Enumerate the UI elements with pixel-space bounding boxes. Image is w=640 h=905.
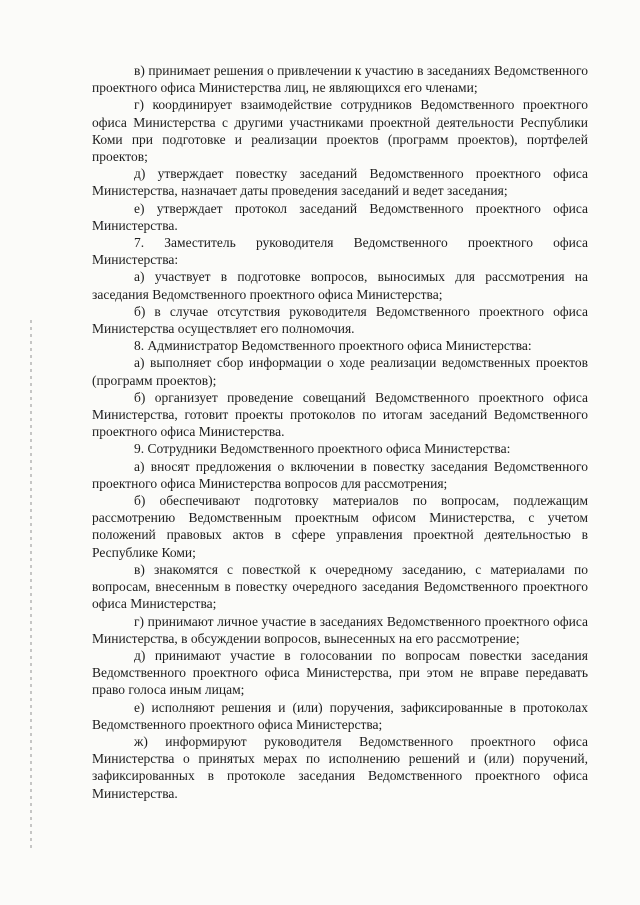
paragraph-8a: а) выполняет сбор информации о ходе реализации ведомственных проектов (программ проектов); bbox=[92, 355, 588, 388]
paragraph-9a: а) вносят предложения о включении в повестку заседания Ведомственного проектного офиса Министерства вопросов для рассмотрения; bbox=[92, 458, 588, 491]
section-8-heading: 8. Администратор Ведомственного проектного офиса Министерства: bbox=[134, 338, 532, 354]
paragraph-9v: в) знакомятся с повесткой к очередному заседанию, с материалами по вопросам, внесенным в повестку очередного заседания Ведомственного проектного офиса Министерства; bbox=[92, 561, 588, 612]
paragraph-9g: г) принимают личное участие в заседаниях Ведомственного проектного офиса Министерства, в обсуждении вопросов, вынесенных на его рассмотрение; bbox=[92, 613, 588, 646]
paragraph-8b: б) организует проведение совещаний Ведомственного проектного офиса Министерства, готовит проекты протоколов по итогам заседаний Ведомственного проектного офиса Министерства. bbox=[92, 389, 588, 440]
paragraph-6d: д) утверждает повестку заседаний Ведомственного проектного офиса Министерства, назначает даты проведения заседаний и ведет заседания; bbox=[92, 166, 588, 199]
paragraph-6v: в) принимает решения о привлечении к участию в заседаниях Ведомственного проектного офиса Министерства лиц, не являющихся его членами; bbox=[92, 63, 588, 96]
paragraph-9e: е) исполняют решения и (или) поручения, зафиксированные в протоколах Ведомственного проектного офиса Министерства; bbox=[92, 699, 588, 732]
document-page bbox=[92, 62, 588, 802]
paragraph-9d: д) принимают участие в голосовании по вопросам повестки заседания Ведомственного проектного офиса Министерства, при этом не вправе передавать право голоса иным лицам; bbox=[92, 647, 588, 698]
paragraph-7a: а) участвует в подготовке вопросов, выносимых для рассмотрения на заседания Ведомственного проектного офиса Министерства; bbox=[92, 269, 588, 302]
section-7-heading: 7. Заместитель руководителя Ведомственного проектного офиса Министерства: bbox=[92, 235, 588, 268]
section-9-heading: 9. Сотрудники Ведомственного проектного офиса Министерства: bbox=[134, 441, 511, 457]
paragraph-6e: е) утверждает протокол заседаний Ведомственного проектного офиса Министерства. bbox=[92, 200, 588, 233]
paragraph-9zh: ж) информируют руководителя Ведомственного проектного офиса Министерства о принятых мерах по исполнению решений и (или) поручений, зафиксированных в протоколе заседания Ведомственного проектного офиса Министерства. bbox=[92, 733, 588, 801]
paragraph-6g: г) координирует взаимодействие сотрудников Ведомственного проектного офиса Министерства с другими участниками проектной деятельности Республики Коми при подготовке и реализации проектов (программ проектов), портфелей проектов; bbox=[92, 97, 588, 165]
scan-edge-artifact bbox=[30, 320, 32, 850]
paragraph-7b: б) в случае отсутствия руководителя Ведомственного проектного офиса Министерства осуществляет его полномочия. bbox=[92, 303, 588, 337]
paragraph-9b: б) обеспечивают подготовку материалов по вопросам, подлежащим рассмотрению Ведомственным проектным офисом Министерства, с учетом положений правовых актов в сфере управления проектной деятельностью в Республике Коми; bbox=[92, 493, 588, 560]
